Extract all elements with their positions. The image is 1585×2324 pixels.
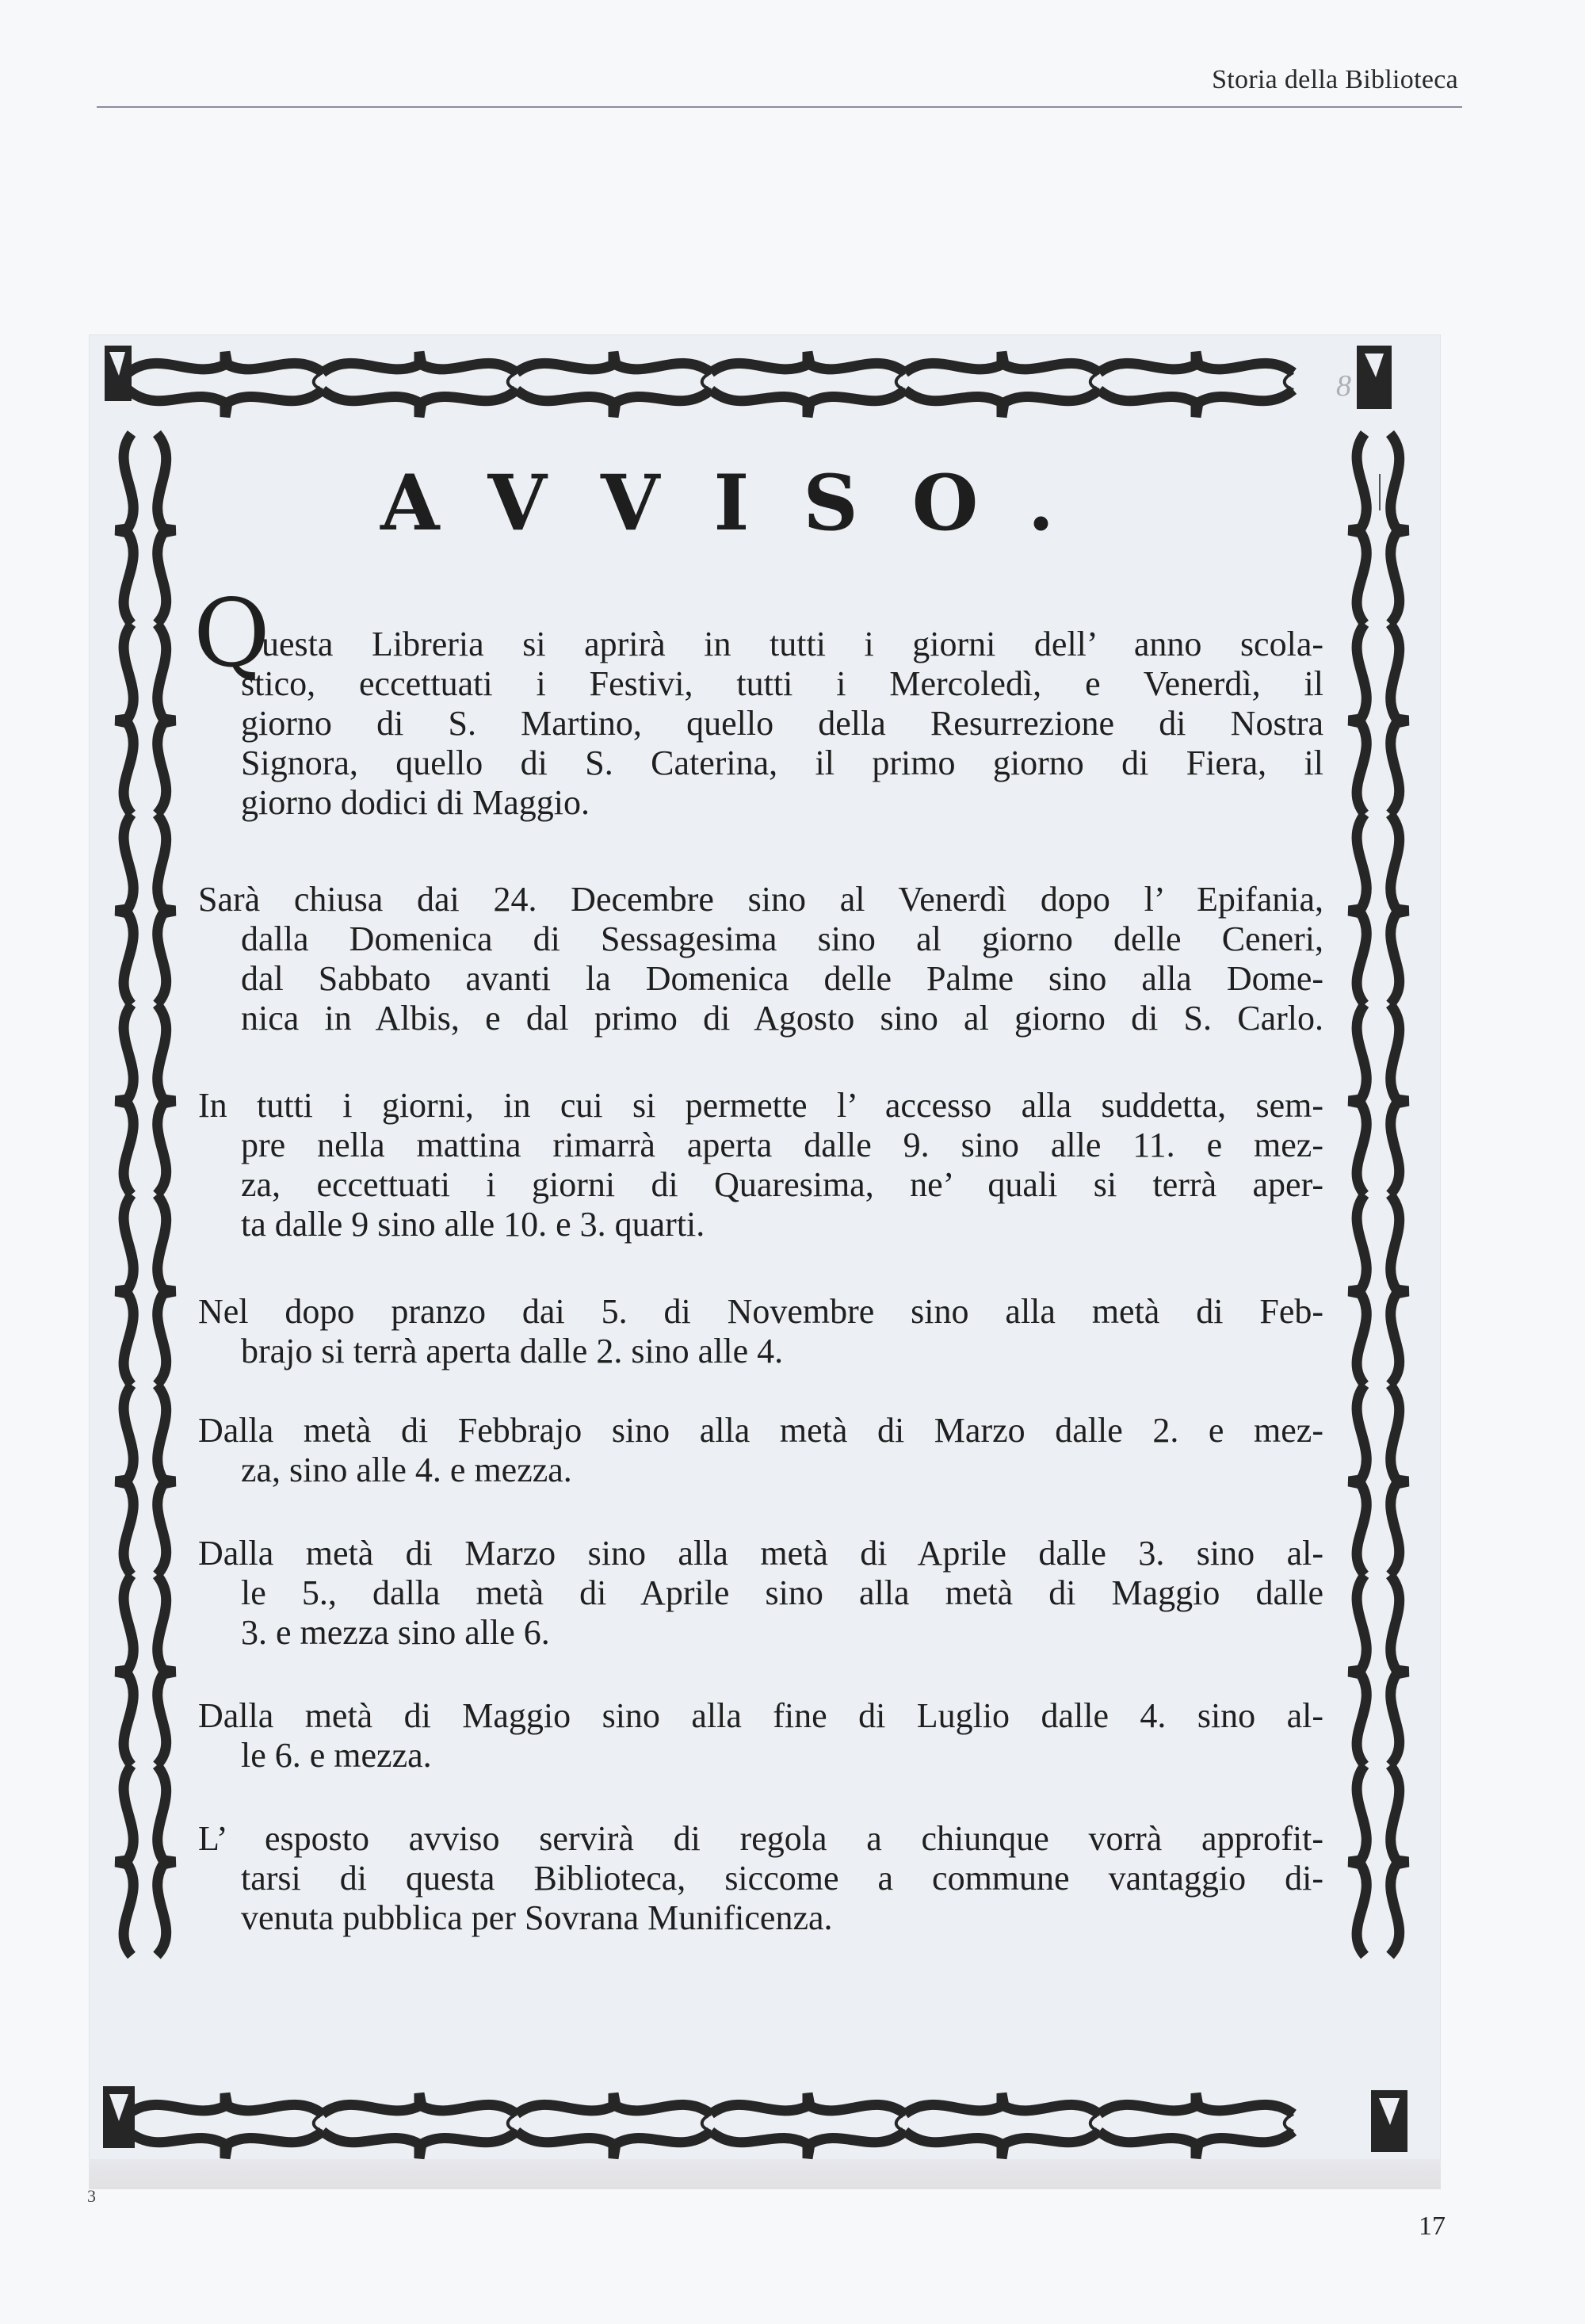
drop-cap: Q <box>193 579 270 688</box>
paragraph-7 <box>198 1696 1323 1775</box>
header-rule <box>97 106 1462 108</box>
text-line: Nel dopo pranzo dai 5. di Novembre sino alla metà di Feb- <box>198 1292 1323 1331</box>
paragraph-3 <box>198 1086 1323 1244</box>
paragraph-1-cont <box>241 664 1323 823</box>
figure-number: 3 <box>87 2186 96 2206</box>
paragraph-5 <box>198 1411 1323 1490</box>
margin-mark <box>1379 474 1381 510</box>
notice-title: AVVISO. <box>380 458 1109 548</box>
text-line: nica in Albis, e dal primo di Agosto sino al giorno di S. Carlo. <box>241 999 1323 1038</box>
paragraph-4 <box>198 1292 1323 1371</box>
text-line: L’ esposto avviso servirà di regola a chiunque vorrà approfit- <box>198 1819 1323 1858</box>
text-line: Dalla metà di Marzo sino alla metà di Aprile dalle 3. sino al- <box>198 1534 1323 1573</box>
text-line: tarsi di questa Biblioteca, siccome a commune vantaggio di- <box>241 1859 1323 1898</box>
text-line: Signora, quello di S. Caterina, il primo giorno di Fiera, il <box>241 743 1323 782</box>
text-line: ta dalle 9 sino alle 10. e 3. quarti. <box>241 1205 705 1244</box>
text-line: le 6. e mezza. <box>241 1736 432 1775</box>
paragraph-1 <box>262 625 1323 664</box>
text-line: dalla Domenica di Sessagesima sino al giorno delle Ceneri, <box>241 919 1323 958</box>
text-line: le 5., dalla metà di Aprile sino alla metà di Maggio dalle <box>241 1573 1323 1612</box>
text-line: giorno di S. Martino, quello della Resurrezione di Nostra <box>241 704 1323 743</box>
text-line: Sarà chiusa dai 24. Decembre sino al Venerdì dopo l’ Epifania, <box>198 880 1323 919</box>
text-line: pre nella mattina rimarrà aperta dalle 9. sino alle 11. e mez- <box>241 1126 1323 1164</box>
text-line: giorno dodici di Maggio. <box>241 783 590 822</box>
text-line: Dalla metà di Febbrajo sino alla metà di Marzo dalle 2. e mez- <box>198 1411 1323 1450</box>
paragraph-6 <box>198 1534 1323 1653</box>
text-line: In tutti i giorni, in cui si permette l’ accesso alla suddetta, sem- <box>198 1086 1323 1125</box>
paragraph-2 <box>198 880 1323 1038</box>
page-number: 17 <box>1419 2211 1446 2241</box>
text-line: stico, eccettuati i Festivi, tutti i Mercoledì, e Venerdì, il <box>241 664 1323 703</box>
text-line: brajo si terrà aperta dalle 2. sino alle 4. <box>241 1332 784 1370</box>
running-head: Storia della Biblioteca <box>1212 65 1458 94</box>
text-line: venuta pubblica per Sovrana Munificenza. <box>241 1898 833 1937</box>
text-line: uesta Libreria si aprirà in tutti i giorni dell’ anno scola- <box>262 625 1323 663</box>
text-line: 3. e mezza sino alle 6. <box>241 1613 550 1652</box>
pencil-mark: 8 <box>1336 369 1351 403</box>
paragraph-8 <box>198 1819 1323 1938</box>
text-line: za, eccettuati i giorni di Quaresima, ne’ quali si terrà aper- <box>241 1165 1323 1204</box>
text-line: Dalla metà di Maggio sino alla fine di Luglio dalle 4. sino al- <box>198 1696 1323 1735</box>
text-line: za, sino alle 4. e mezza. <box>241 1451 572 1489</box>
text-line: dal Sabbato avanti la Domenica delle Palme sino alla Dome- <box>241 959 1323 998</box>
